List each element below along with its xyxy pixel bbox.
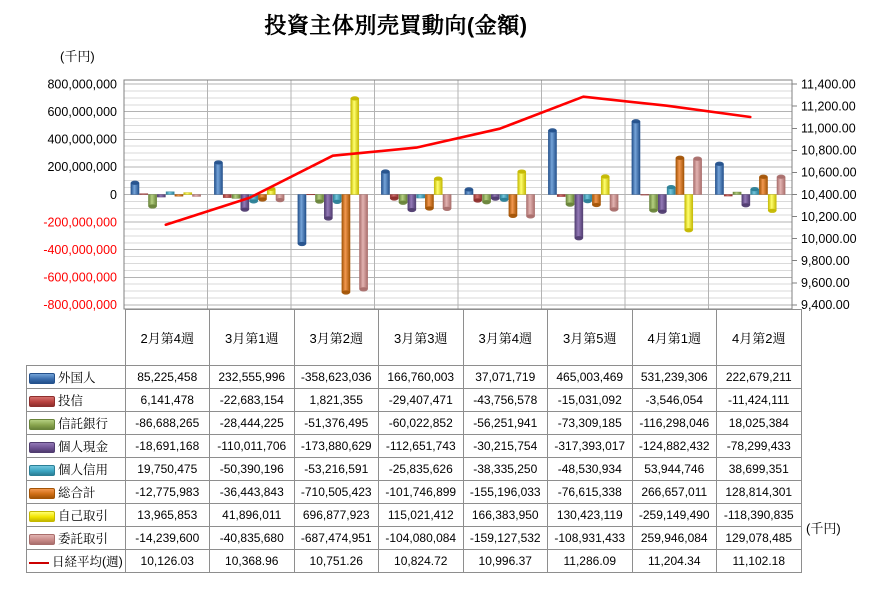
series-swatch — [29, 442, 55, 453]
table-cell: -155,196,033 — [463, 481, 548, 504]
table-cell: 19,750,475 — [125, 458, 210, 481]
table-cell: -40,835,680 — [210, 527, 295, 550]
bar-cap — [474, 198, 482, 202]
table-cell: -173,880,629 — [294, 435, 379, 458]
bar-cap — [315, 199, 323, 203]
table-cell: 11,204.34 — [632, 550, 717, 573]
left-axis-tick-label: 200,000,000 — [47, 160, 117, 175]
bar — [298, 195, 306, 244]
bar-cap — [214, 160, 222, 164]
bar — [166, 192, 174, 195]
table-cell: -73,309,185 — [548, 412, 633, 435]
bar — [307, 194, 315, 195]
bar-cap — [491, 197, 499, 201]
table-category-header: 3月第1週 — [210, 310, 295, 366]
bar — [676, 158, 684, 195]
chart-title: 投資主体別売買動向(金額) — [264, 13, 528, 38]
table-cell: -710,505,423 — [294, 481, 379, 504]
table-cell: -25,835,626 — [379, 458, 464, 481]
bar-cap — [759, 175, 767, 179]
bar — [232, 195, 240, 199]
bar — [601, 177, 609, 195]
table-cell: -358,623,036 — [294, 366, 379, 389]
bar-cap — [250, 199, 258, 203]
legend-label: 自己取引 — [58, 509, 109, 523]
legend-label: 総合計 — [58, 486, 96, 500]
bar-cap — [241, 208, 249, 212]
bar — [359, 195, 367, 290]
bar — [381, 171, 389, 194]
bar — [610, 195, 618, 210]
series-swatch — [29, 465, 55, 476]
bar-cap — [667, 185, 675, 189]
table-cell: -116,298,046 — [632, 412, 717, 435]
bar — [641, 195, 649, 196]
bar-cap — [500, 198, 508, 202]
table-cell: 53,944,746 — [632, 458, 717, 481]
bar — [685, 195, 693, 231]
table-cell: 115,021,412 — [379, 504, 464, 527]
left-axis-unit-label: (千円) — [60, 49, 95, 64]
legend-cell — [27, 504, 126, 527]
table-cell: 166,383,950 — [463, 504, 548, 527]
bar — [157, 195, 165, 198]
legend-label: 日経平均(週) — [52, 555, 123, 569]
table-cell: -28,444,225 — [210, 412, 295, 435]
table-cell: -124,882,432 — [632, 435, 717, 458]
bar — [526, 195, 534, 217]
bar-cap — [390, 196, 398, 200]
table-cell: 11,102.18 — [717, 550, 802, 573]
table-row — [27, 527, 802, 550]
table-cell: -118,390,835 — [717, 504, 802, 527]
left-axis-tick-label: -200,000,000 — [43, 215, 117, 230]
bar-cap — [509, 214, 517, 218]
bar-cap — [693, 157, 701, 161]
bar-cap — [434, 177, 442, 181]
table-cell: -86,688,265 — [125, 412, 210, 435]
table-cell: 222,679,211 — [717, 366, 802, 389]
bar — [759, 177, 767, 195]
table-row — [27, 389, 802, 412]
table-cell: -38,335,250 — [463, 458, 548, 481]
bar-cap — [324, 216, 332, 220]
bar — [724, 195, 732, 197]
bar-cap — [399, 201, 407, 205]
table-cell: 85,225,458 — [125, 366, 210, 389]
series-swatch — [29, 511, 55, 522]
bar-cap — [566, 203, 574, 207]
bar-cap — [777, 175, 785, 179]
table-cell: -159,127,532 — [463, 527, 548, 550]
bar-cap — [148, 204, 156, 208]
table-cell: 10,751.26 — [294, 550, 379, 573]
table-cell: 10,126.03 — [125, 550, 210, 573]
line-series-swatch — [29, 562, 49, 564]
bar — [575, 195, 583, 239]
table-cell: 166,760,003 — [379, 366, 464, 389]
bar-cap — [518, 169, 526, 173]
bar — [443, 195, 451, 209]
series-swatch — [29, 488, 55, 499]
table-row — [27, 504, 802, 527]
table-row — [27, 550, 802, 573]
table-row — [27, 481, 802, 504]
legend-label: 委託取引 — [58, 532, 109, 546]
left-axis-tick-label: -600,000,000 — [43, 270, 117, 285]
legend-label: 投信 — [58, 394, 84, 408]
bar — [408, 195, 416, 211]
right-axis-tick-label: 9,400.00 — [801, 298, 850, 313]
right-axis-tick-label: 11,200.00 — [801, 99, 856, 114]
table-cell: 531,239,306 — [632, 366, 717, 389]
bar-cap — [298, 242, 306, 246]
bar — [518, 172, 526, 195]
legend-label: 信託銀行 — [58, 417, 109, 431]
left-axis-tick-label: 400,000,000 — [47, 132, 117, 147]
series-swatch — [29, 534, 55, 545]
bar-cap — [575, 236, 583, 240]
bar — [649, 195, 657, 211]
table-cell: -29,407,471 — [379, 389, 464, 412]
table-cell: -687,474,951 — [294, 527, 379, 550]
table-row — [27, 412, 802, 435]
bar-cap — [526, 214, 534, 218]
table-cell: 465,003,469 — [548, 366, 633, 389]
bar-cap — [676, 156, 684, 160]
table-cell: -110,011,706 — [210, 435, 295, 458]
bar — [693, 159, 701, 195]
bar-cap — [131, 181, 139, 185]
table-cell: 696,877,923 — [294, 504, 379, 527]
table-cell: -259,149,490 — [632, 504, 717, 527]
left-axis-tick-label: 800,000,000 — [47, 77, 117, 92]
table-category-header: 4月第1週 — [632, 310, 717, 366]
table-cell: -30,215,754 — [463, 435, 548, 458]
bar — [658, 195, 666, 212]
table-row — [27, 366, 802, 389]
table-row — [27, 435, 802, 458]
table-cell: -317,393,017 — [548, 435, 633, 458]
bar — [715, 164, 723, 195]
left-axis-tick-label: -800,000,000 — [43, 298, 117, 313]
bar — [241, 195, 249, 210]
table-cell: -51,376,495 — [294, 412, 379, 435]
bar — [324, 195, 332, 219]
bar — [777, 177, 785, 195]
right-axis-tick-label: 9,600.00 — [801, 276, 850, 291]
right-axis-tick-label: 9,800.00 — [801, 254, 850, 269]
right-axis-tick-label: 10,400.00 — [801, 187, 857, 202]
series-swatch — [29, 419, 55, 430]
bar-cap — [601, 174, 609, 178]
left-axis-tick-label: -400,000,000 — [43, 242, 117, 257]
right-axis-tick-label: 10,600.00 — [801, 165, 857, 180]
table-cell: -56,251,941 — [463, 412, 548, 435]
bar-cap — [632, 119, 640, 123]
table-cell: 38,699,351 — [717, 458, 802, 481]
table-category-header: 3月第3週 — [379, 310, 464, 366]
table-cell: 6,141,478 — [125, 389, 210, 412]
bar-cap — [610, 207, 618, 211]
bar-cap — [592, 203, 600, 207]
bar-cap — [276, 198, 284, 202]
bar — [214, 162, 222, 194]
bar-cap — [443, 207, 451, 211]
bar-cap — [351, 96, 359, 100]
table-cell: -48,530,934 — [548, 458, 633, 481]
table-cell: 41,896,011 — [210, 504, 295, 527]
table-cell: 10,996.37 — [463, 550, 548, 573]
series-swatch — [29, 396, 55, 407]
legend-cell — [27, 481, 126, 504]
table-cell: -108,931,433 — [548, 527, 633, 550]
table-cell: -36,443,843 — [210, 481, 295, 504]
bar-cap — [584, 199, 592, 203]
bar-cap — [465, 187, 473, 191]
bar-cap — [649, 208, 657, 212]
table-row — [27, 458, 802, 481]
table-cell: -11,424,111 — [717, 389, 802, 412]
table-cell: -78,299,433 — [717, 435, 802, 458]
table-cell: -76,615,338 — [548, 481, 633, 504]
right-axis-tick-label: 11,400.00 — [801, 77, 856, 92]
left-axis-tick-label: 600,000,000 — [47, 105, 117, 120]
bar-cap — [359, 287, 367, 291]
table-category-header: 3月第2週 — [294, 310, 379, 366]
bar-cap — [408, 208, 416, 212]
left-axis-tick-label: 0 — [110, 187, 117, 202]
bar — [417, 195, 425, 199]
table-cell: 10,824.72 — [379, 550, 464, 573]
table-cell: 232,555,996 — [210, 366, 295, 389]
bar-cap — [548, 128, 556, 132]
table-cell: -101,746,899 — [379, 481, 464, 504]
table-category-header: 3月第5週 — [548, 310, 633, 366]
table-category-header: 2月第4週 — [125, 310, 210, 366]
table-cell: 128,814,301 — [717, 481, 802, 504]
right-axis-tick-label: 11,000.00 — [801, 121, 856, 136]
bar-cap — [658, 210, 666, 214]
table-cell: -104,080,084 — [379, 527, 464, 550]
legend-cell — [27, 550, 126, 573]
table-cell: -60,022,852 — [379, 412, 464, 435]
bar-cap — [482, 200, 490, 204]
table-cell: -3,546,054 — [632, 389, 717, 412]
legend-label: 外国人 — [58, 371, 96, 385]
bar — [192, 195, 200, 197]
bar-cap — [685, 228, 693, 232]
bar — [509, 195, 517, 216]
legend-cell — [27, 389, 126, 412]
table-cell: -112,651,743 — [379, 435, 464, 458]
table-cell: -22,683,154 — [210, 389, 295, 412]
table-cell: -12,775,983 — [125, 481, 210, 504]
table-cell: 259,946,084 — [632, 527, 717, 550]
legend-label: 個人信用 — [58, 463, 109, 477]
legend-cell — [27, 435, 126, 458]
bar — [140, 194, 148, 195]
table-cell: 13,965,853 — [125, 504, 210, 527]
bar — [434, 179, 442, 195]
right-axis-tick-label: 10,800.00 — [801, 143, 857, 158]
table-cell: -50,390,196 — [210, 458, 295, 481]
bar — [351, 98, 359, 194]
legend-cell — [27, 458, 126, 481]
right-axis-tick-label: 10,000.00 — [801, 231, 857, 246]
right-axis-unit-label: (千円) — [806, 521, 841, 536]
bar — [342, 195, 350, 293]
table-category-header: 3月第4週 — [463, 310, 548, 366]
table-cell: -14,239,600 — [125, 527, 210, 550]
bar — [557, 195, 565, 197]
legend-label: 個人現金 — [58, 440, 109, 454]
table-cell: -15,031,092 — [548, 389, 633, 412]
series-swatch — [29, 373, 55, 384]
table-cell: -43,756,578 — [463, 389, 548, 412]
table-category-header: 4月第2週 — [717, 310, 802, 366]
bar-cap — [742, 203, 750, 207]
bar-cap — [715, 162, 723, 166]
table-cell: 129,078,485 — [717, 527, 802, 550]
bar — [175, 195, 183, 197]
bar-cap — [258, 197, 266, 201]
bar-cap — [425, 206, 433, 210]
bar — [223, 195, 231, 198]
bar — [184, 193, 192, 195]
bar-cap — [751, 187, 759, 191]
bar — [768, 195, 776, 211]
table-cell: -18,691,168 — [125, 435, 210, 458]
bar-cap — [381, 169, 389, 173]
table-cell: 11,286.09 — [548, 550, 633, 573]
right-axis-tick-label: 10,200.00 — [801, 209, 857, 224]
table-cell: 1,821,355 — [294, 389, 379, 412]
bar-cap — [342, 290, 350, 294]
table-cell: 10,368.96 — [210, 550, 295, 573]
table-cell: 37,071,719 — [463, 366, 548, 389]
table-cell: 266,657,011 — [632, 481, 717, 504]
bar-cap — [333, 200, 341, 204]
bar — [425, 195, 433, 209]
legend-cell — [27, 412, 126, 435]
legend-cell — [27, 527, 126, 550]
data-table — [26, 309, 802, 573]
legend-cell — [27, 366, 126, 389]
bar — [632, 121, 640, 194]
bar — [733, 192, 741, 194]
table-corner-blank — [27, 310, 126, 366]
table-cell: -53,216,591 — [294, 458, 379, 481]
bar-cap — [768, 209, 776, 213]
table-cell: 18,025,384 — [717, 412, 802, 435]
table-cell: 130,423,119 — [548, 504, 633, 527]
bar — [548, 130, 556, 194]
